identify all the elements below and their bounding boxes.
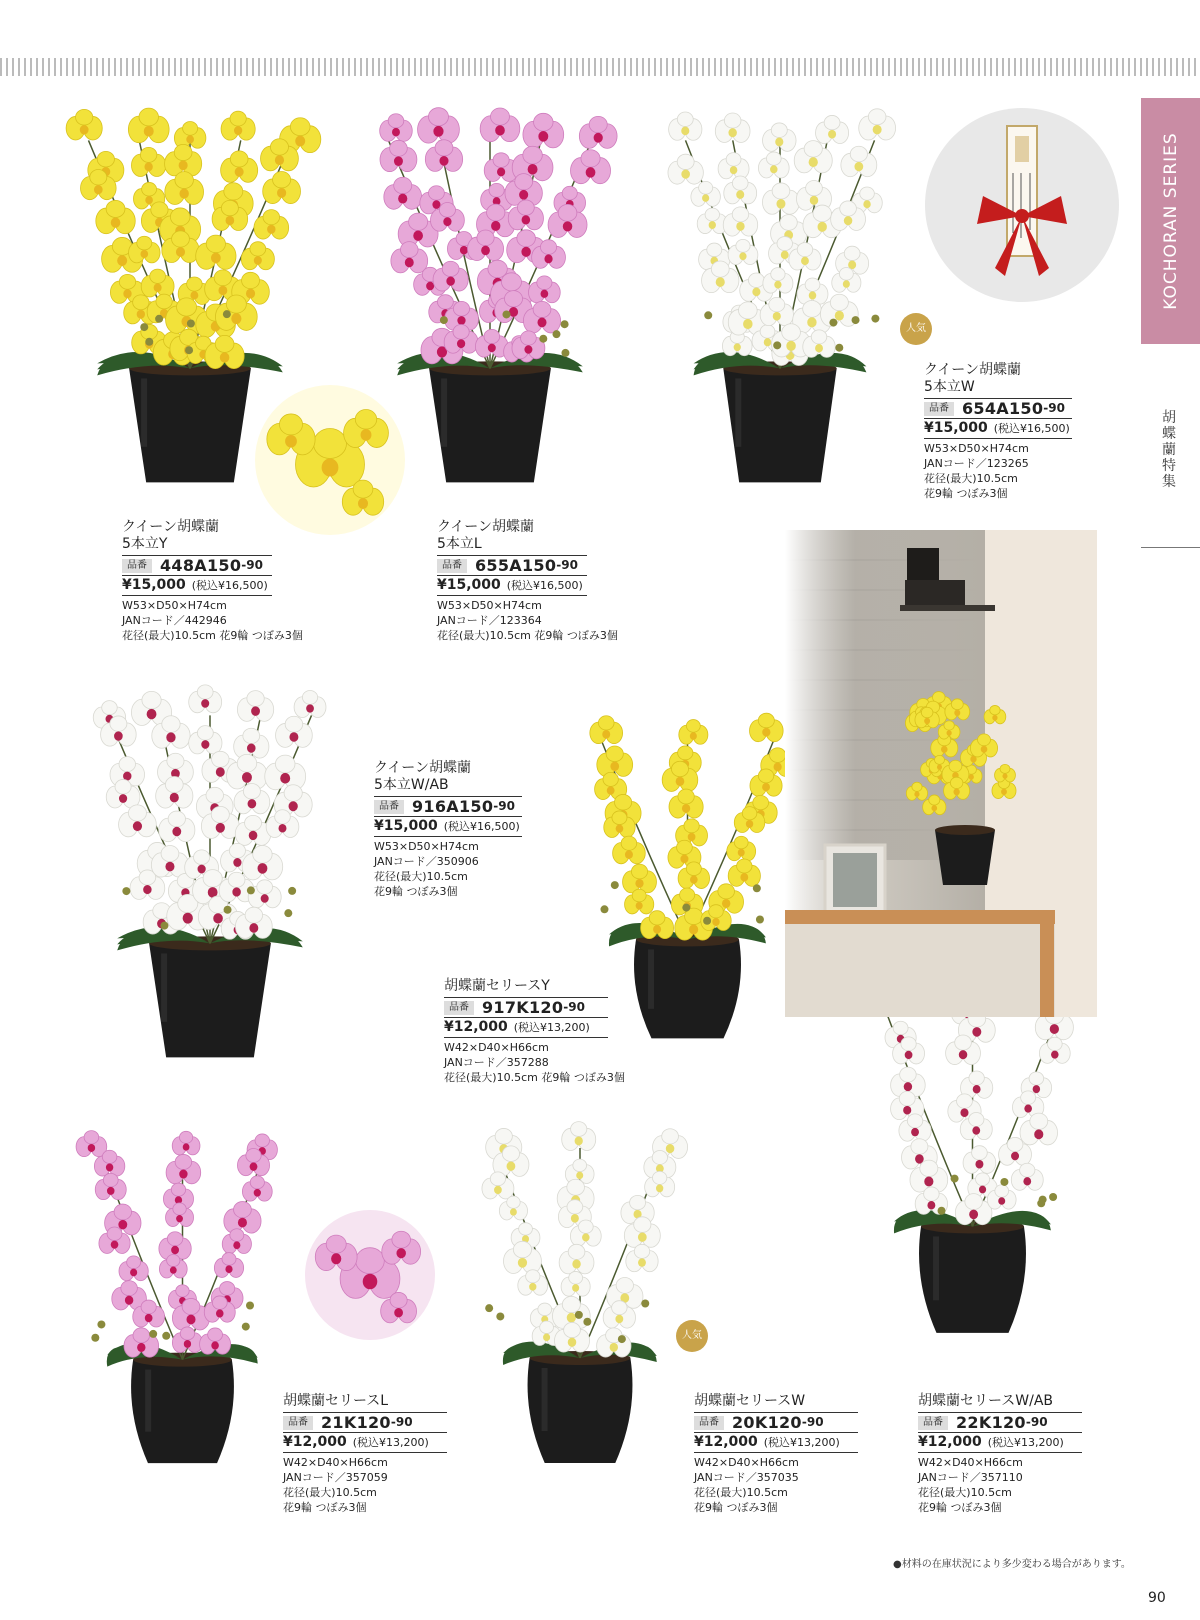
- price-row: [694, 1433, 858, 1453]
- product-price: ¥15,000: [924, 420, 988, 436]
- product-price: ¥12,000: [918, 1434, 982, 1450]
- product-price: ¥12,000: [694, 1434, 758, 1450]
- product-code-suffix: -90: [563, 1000, 585, 1014]
- product-detail: 花9輪 つぼみ3個: [918, 1501, 1002, 1514]
- product-detail: 花径(最大)10.5cm 花9輪 つぼみ3個: [444, 1071, 625, 1084]
- product-code-row: [924, 398, 1072, 419]
- product-price: ¥12,000: [444, 1019, 508, 1035]
- product-variant: 5本立W: [924, 379, 975, 395]
- product-code-suffix: -90: [241, 558, 263, 572]
- product-size: W53×D50×H74cm: [924, 442, 1029, 455]
- product-price-tax: (税込¥16,500): [993, 422, 1070, 435]
- product-detail: 花径(最大)10.5cm: [283, 1486, 377, 1499]
- code-label: 品番: [694, 1416, 724, 1430]
- product-code-row: [283, 1412, 447, 1433]
- product-card: [918, 1393, 1082, 1515]
- product-code-suffix: -90: [1043, 401, 1065, 415]
- product-detail: 花径(最大)10.5cm: [918, 1486, 1012, 1499]
- product-price-tax: (税込¥13,200): [352, 1436, 429, 1449]
- product-code: 22K120: [956, 1413, 1026, 1432]
- price-row: [437, 576, 587, 596]
- photo-orchid-5-white-ab: [65, 685, 355, 1065]
- product-size: W53×D50×H74cm: [122, 599, 227, 612]
- product-price-tax: (税込¥16,500): [443, 820, 520, 833]
- product-size: W53×D50×H74cm: [374, 840, 479, 853]
- product-price: ¥12,000: [283, 1434, 347, 1450]
- product-size: W42×D40×H66cm: [918, 1456, 1023, 1469]
- product-card: [374, 760, 522, 899]
- product-detail: 花径(最大)10.5cm 花9輪 つぼみ3個: [122, 629, 303, 642]
- product-detail: 花径(最大)10.5cm: [374, 870, 468, 883]
- series-label: KOCHORAN SERIES: [1160, 132, 1181, 310]
- price-row: [283, 1433, 447, 1453]
- photo-orchid-3-white-ab: [850, 985, 1095, 1340]
- price-row: [374, 817, 522, 837]
- product-code-row: [694, 1412, 858, 1433]
- product-detail: 花径(最大)10.5cm: [694, 1486, 788, 1499]
- product-detail: 花9輪 つぼみ3個: [374, 885, 458, 898]
- side-divider: [1141, 547, 1200, 548]
- product-name: 胡蝶蘭セリースW: [694, 1393, 806, 1409]
- product-name: クイーン胡蝶蘭: [122, 519, 220, 535]
- product-code: 655A150: [475, 556, 557, 575]
- product-name: 胡蝶蘭セリースY: [444, 978, 550, 994]
- product-card: [283, 1393, 447, 1515]
- product-detail: 花9輪 つぼみ3個: [924, 487, 1008, 500]
- stock-footnote: ●材料の在庫状況により多少変わる場合があります。: [893, 1559, 1131, 1570]
- product-code-suffix: -90: [801, 1415, 824, 1429]
- product-code-row: [437, 555, 587, 576]
- product-card: [694, 1393, 858, 1515]
- product-code-suffix: -90: [1025, 1415, 1048, 1429]
- product-code-row: [444, 997, 608, 1018]
- product-jan: JANコード／357059: [283, 1471, 388, 1484]
- product-detail: 花9輪 つぼみ3個: [694, 1501, 778, 1514]
- photo-orchid-5-white: [645, 110, 915, 490]
- product-card: [444, 978, 625, 1085]
- code-label: 品番: [924, 402, 954, 416]
- product-price-tax: (税込¥13,200): [513, 1021, 590, 1034]
- code-label: 品番: [444, 1001, 474, 1015]
- product-card: [924, 362, 1072, 501]
- product-price-tax: (税込¥13,200): [763, 1436, 840, 1449]
- code-label: 品番: [918, 1416, 948, 1430]
- code-label: 品番: [283, 1416, 313, 1430]
- product-code: 917K120: [482, 998, 564, 1017]
- product-jan: JANコード／357035: [694, 1471, 799, 1484]
- series-side-tab: [1141, 98, 1200, 344]
- product-detail: 花径(最大)10.5cm 花9輪 つぼみ3個: [437, 629, 618, 642]
- product-name: クイーン胡蝶蘭: [924, 362, 1022, 378]
- code-label: 品番: [122, 559, 152, 573]
- product-variant: 5本立L: [437, 536, 482, 552]
- photo-interior-display: [785, 530, 1097, 1017]
- product-jan: JANコード／357110: [918, 1471, 1023, 1484]
- product-code: 654A150: [962, 399, 1044, 418]
- photo-orchid-3-pink: [65, 1125, 300, 1470]
- product-jan: JANコード／442946: [122, 614, 227, 627]
- price-row: [122, 576, 272, 596]
- product-size: W53×D50×H74cm: [437, 599, 542, 612]
- product-card: [437, 519, 618, 643]
- product-code-suffix: -90: [493, 799, 515, 813]
- page-number: 90: [1148, 1590, 1166, 1606]
- price-row: [444, 1018, 608, 1038]
- product-variant: 5本立W/AB: [374, 777, 449, 793]
- product-code: 448A150: [160, 556, 242, 575]
- product-card: [122, 519, 303, 643]
- price-row: [924, 419, 1072, 439]
- product-detail: 花径(最大)10.5cm: [924, 472, 1018, 485]
- product-code-row: [918, 1412, 1082, 1433]
- product-code-suffix: -90: [556, 558, 578, 572]
- product-variant: 5本立Y: [122, 536, 168, 552]
- code-label: 品番: [437, 559, 467, 573]
- product-price: ¥15,000: [122, 577, 186, 593]
- product-name: 胡蝶蘭セリースL: [283, 1393, 389, 1409]
- photo-orchid-3-white: [460, 1120, 700, 1470]
- product-jan: JANコード／123265: [924, 457, 1029, 470]
- top-stripe-border: [0, 58, 1200, 76]
- section-label: 胡蝶蘭特集: [1162, 410, 1176, 490]
- popular-badge: 人気: [676, 1320, 708, 1352]
- product-code-row: [374, 796, 522, 817]
- product-size: W42×D40×H66cm: [444, 1041, 549, 1054]
- product-size: W42×D40×H66cm: [283, 1456, 388, 1469]
- product-price-tax: (税込¥13,200): [987, 1436, 1064, 1449]
- product-name: クイーン胡蝶蘭: [374, 760, 472, 776]
- photo-closeup-yellow: [255, 385, 405, 535]
- photo-name-tag: [925, 98, 1120, 313]
- product-code-row: [122, 555, 272, 576]
- product-code: 21K120: [321, 1413, 391, 1432]
- product-code: 916A150: [412, 797, 494, 816]
- product-price-tax: (税込¥16,500): [506, 579, 583, 592]
- product-jan: JANコード／350906: [374, 855, 479, 868]
- product-price: ¥15,000: [437, 577, 501, 593]
- popular-badge: 人気: [900, 313, 932, 345]
- product-size: W42×D40×H66cm: [694, 1456, 799, 1469]
- product-price-tax: (税込¥16,500): [191, 579, 268, 592]
- product-jan: JANコード／357288: [444, 1056, 549, 1069]
- photo-closeup-pink: [305, 1210, 435, 1340]
- price-row: [918, 1433, 1082, 1453]
- product-detail: 花9輪 つぼみ3個: [283, 1501, 367, 1514]
- product-jan: JANコード／123364: [437, 614, 542, 627]
- product-name: 胡蝶蘭セリースW/AB: [918, 1393, 1054, 1409]
- code-label: 品番: [374, 800, 404, 814]
- product-price: ¥15,000: [374, 818, 438, 834]
- product-code-suffix: -90: [390, 1415, 413, 1429]
- product-name: クイーン胡蝶蘭: [437, 519, 535, 535]
- product-code: 20K120: [732, 1413, 802, 1432]
